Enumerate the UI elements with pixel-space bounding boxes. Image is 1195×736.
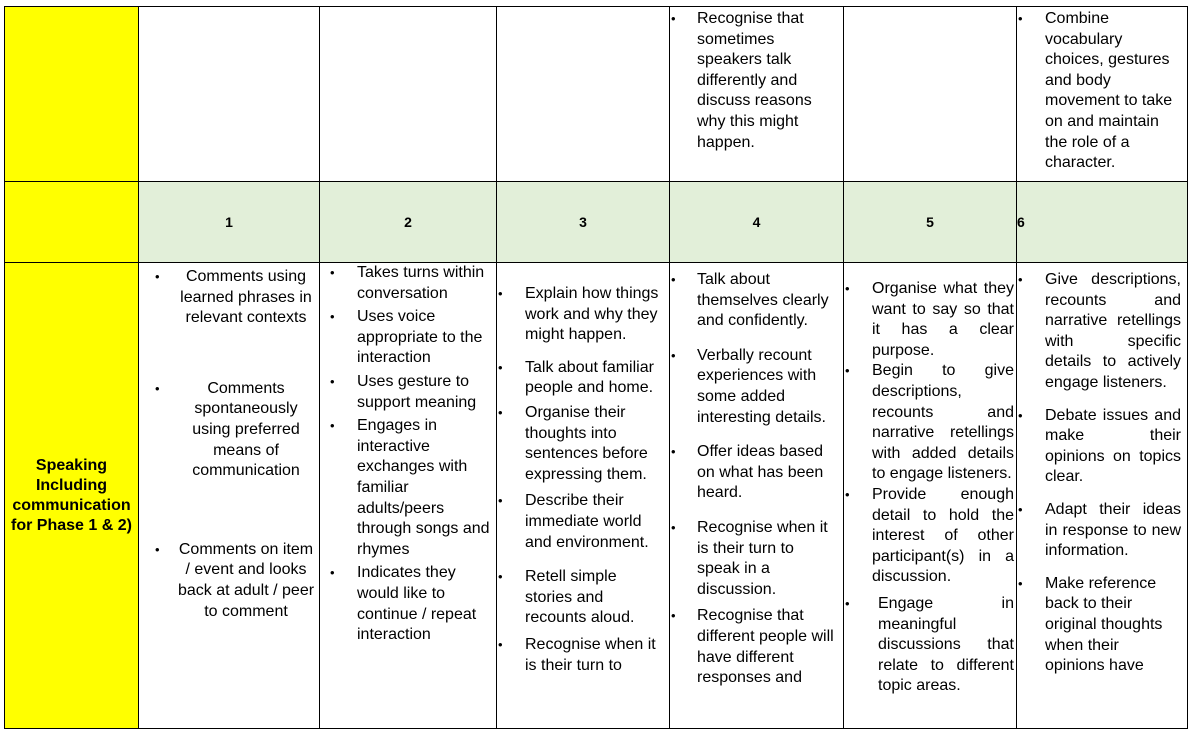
list-item: • Debate issues and make their opinions on topics clear. bbox=[1017, 406, 1187, 488]
list-item: • Organise their thoughts into sentences before expressing them. bbox=[497, 403, 669, 485]
level-header-2: 2 bbox=[320, 182, 497, 263]
list-item: • Comments on item / event and looks back at adult / peer to comment bbox=[139, 540, 319, 622]
list-item: • Explain how things work and why they might happen. bbox=[497, 284, 669, 346]
top-cell-col4 bbox=[670, 7, 844, 182]
empty-cell bbox=[320, 7, 497, 182]
level-1-cell bbox=[139, 263, 320, 729]
list-item: • Uses gesture to support meaning bbox=[320, 372, 496, 413]
list-item: • Give descriptions, recounts and narrative retellings with specific details to actively engage listeners. bbox=[1017, 270, 1187, 394]
list-item: • Organise what they want to say so that it has a clear purpose. bbox=[844, 279, 1016, 361]
list-item: • Recognise that sometimes speakers talk differently and discuss reasons why this might happen. bbox=[670, 9, 843, 153]
list-item: • Uses voice appropriate to the interaction bbox=[320, 307, 496, 369]
list-item: • Recognise when it is their turn to bbox=[497, 635, 669, 676]
level-3-cell bbox=[497, 263, 670, 729]
bullet-list bbox=[844, 279, 1016, 697]
list-item: • Provide enough detail to hold the interest of other participant(s) in a discussion. bbox=[844, 485, 1016, 588]
list-item: • Comments using learned phrases in relevant contexts bbox=[139, 267, 319, 329]
list-item: • Begin to give descriptions, recounts and narrative retellings with added details to engage listeners. bbox=[844, 361, 1016, 485]
list-item: • Retell simple stories and recounts aloud. bbox=[497, 567, 669, 629]
empty-cell bbox=[139, 7, 320, 182]
curriculum-table bbox=[4, 6, 1188, 729]
level-header-4: 4 bbox=[670, 182, 844, 263]
bullet-list bbox=[497, 284, 669, 676]
list-item: • Indicates they would like to continue / repeat interaction bbox=[320, 563, 496, 645]
empty-cell bbox=[844, 7, 1017, 182]
list-item: • Talk about themselves clearly and confidently. bbox=[670, 270, 843, 332]
list-item: • Offer ideas based on what has been heard. bbox=[670, 442, 843, 504]
list-item: • Engages in interactive exchanges with familiar adults/peers through songs and rhymes bbox=[320, 416, 496, 560]
level-header-3: 3 bbox=[497, 182, 670, 263]
level-header-6: 6 bbox=[1017, 182, 1188, 263]
empty-cell bbox=[497, 7, 670, 182]
level-header-1: 1 bbox=[139, 182, 320, 263]
area-label: Speaking Including communication for Phase 1 & 2) bbox=[5, 263, 139, 729]
list-item: • Combine vocabulary choices, gestures and body movement to take on and maintain the role of a character. bbox=[1017, 9, 1187, 174]
list-item: • Recognise that different people will have different responses and bbox=[670, 606, 843, 688]
area-cell-header bbox=[5, 182, 139, 263]
list-item: • Recognise when it is their turn to speak in a discussion. bbox=[670, 518, 843, 600]
bullet-list bbox=[670, 9, 843, 153]
level-6-cell bbox=[1017, 263, 1188, 729]
level-5-cell bbox=[844, 263, 1017, 729]
table-row bbox=[5, 263, 1188, 729]
table-row bbox=[5, 7, 1188, 182]
table-row bbox=[5, 182, 1188, 263]
bullet-list bbox=[1017, 9, 1187, 174]
list-item: • Adapt their ideas in response to new information. bbox=[1017, 500, 1187, 562]
area-cell-top bbox=[5, 7, 139, 182]
list-item: • Verbally recount experiences with some added interesting details. bbox=[670, 346, 843, 428]
bullet-list bbox=[139, 267, 319, 622]
level-header-5: 5 bbox=[844, 182, 1017, 263]
top-cell-col6 bbox=[1017, 7, 1188, 182]
bullet-list bbox=[1017, 270, 1187, 677]
list-item: • Engage in meaningful discussions that relate to different topic areas. bbox=[844, 594, 1016, 697]
list-item: • Describe their immediate world and environment. bbox=[497, 491, 669, 553]
level-2-cell bbox=[320, 263, 497, 729]
list-item: • Make reference back to their original thoughts when their opinions have bbox=[1017, 574, 1187, 677]
bullet-list bbox=[670, 270, 843, 689]
bullet-list bbox=[320, 263, 496, 646]
list-item: • Comments spontaneously using preferred means of communication bbox=[139, 379, 319, 482]
list-item: • Takes turns within conversation bbox=[320, 263, 496, 304]
level-4-cell bbox=[670, 263, 844, 729]
list-item: • Talk about familiar people and home. bbox=[497, 358, 669, 399]
